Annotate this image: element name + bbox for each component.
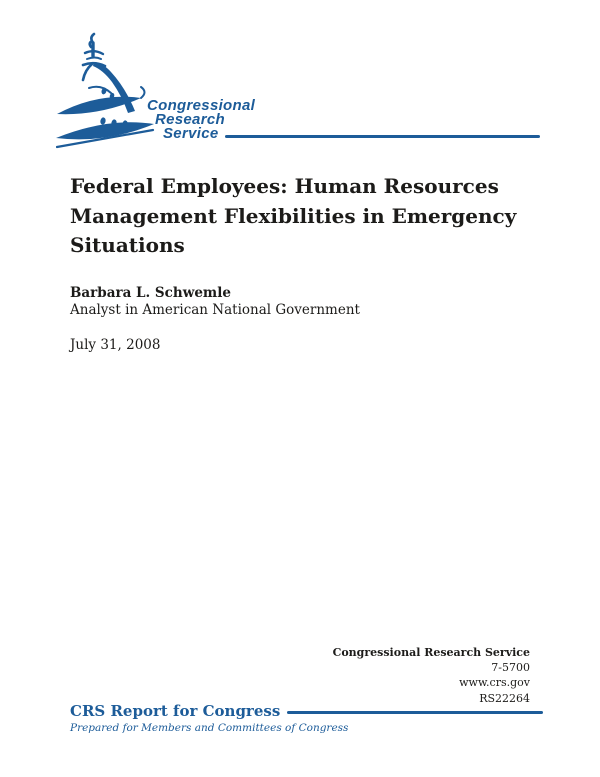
- logo-wordmark-line3: Service: [163, 125, 219, 142]
- footer-rule: [287, 711, 543, 714]
- author-role: Analyst in American National Government: [70, 302, 360, 318]
- author-block: [70, 285, 360, 319]
- contact-phone: 7-5700: [491, 661, 530, 675]
- logo-wordmark-line2: Research: [155, 111, 225, 128]
- footer-tagline: Prepared for Members and Committees of Congress: [70, 722, 349, 734]
- header-rule: [225, 135, 540, 138]
- report-number: RS22264: [479, 691, 530, 705]
- footer-banner-row: [70, 702, 543, 720]
- contact-org: Congressional Research Service: [332, 646, 530, 659]
- footer-banner: CRS Report for Congress: [70, 702, 281, 720]
- logo-wordmark-line1: Congressional: [147, 97, 256, 114]
- contact-website: www.crs.gov: [459, 676, 530, 690]
- logo-wordmark: [147, 99, 540, 141]
- report-title-line3: Situations: [70, 233, 185, 257]
- report-title: [70, 172, 570, 261]
- report-title-line2: Management Flexibilities in Emergency: [70, 203, 517, 228]
- contact-block: [333, 645, 530, 706]
- author-name: Barbara L. Schwemle: [70, 285, 231, 301]
- report-date: July 31, 2008: [70, 337, 161, 353]
- report-title-line1: Federal Employees: Human Resources: [70, 174, 499, 198]
